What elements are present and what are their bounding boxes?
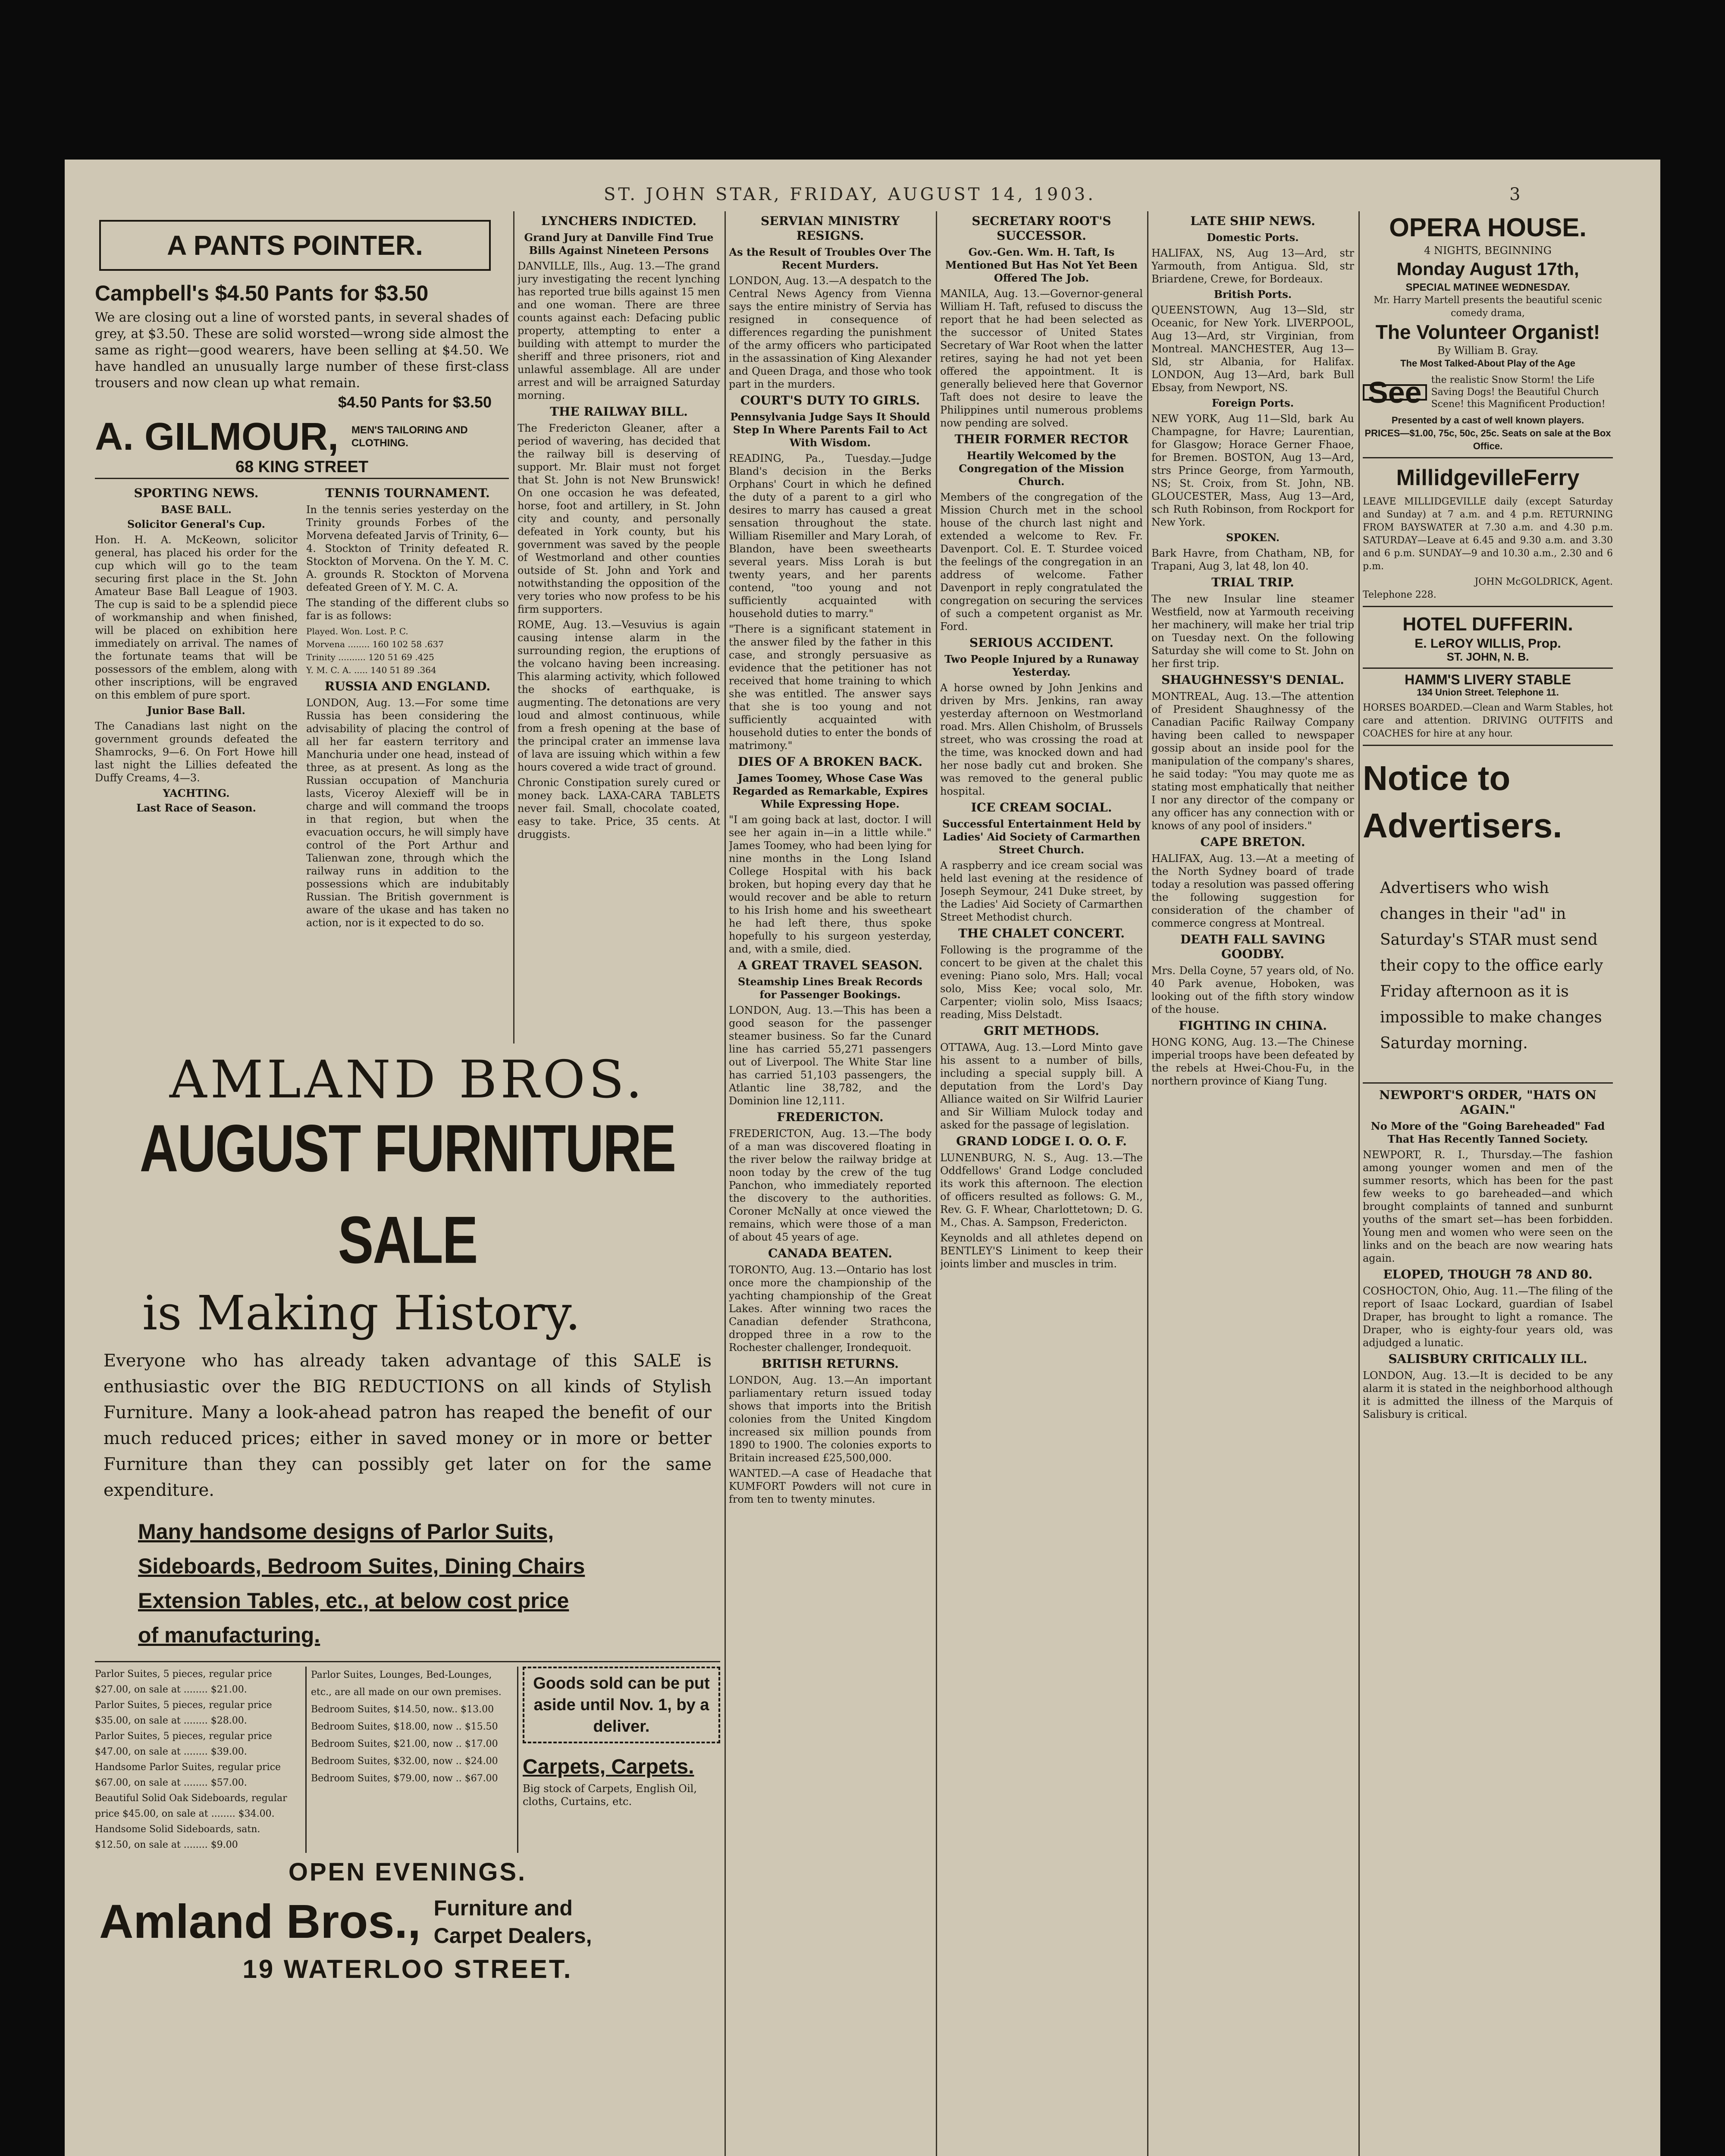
lodge-body: LUNENBURG, N. S., Aug. 13.—The Oddfellows' Grand Lodge concluded its work this afternoon. The election of officers resulted as follows: G. M., Rev. G. F. Whear, Charlottetown; D. G. M., Chas. A. Sampson, Fredericton.	[940, 1152, 1143, 1228]
sporting-base-ball: BASE BALL.	[161, 503, 232, 516]
court-sub: Pennsylvania Judge Says It Should Step In Where Parents Fail to Act With Wisdom.	[730, 411, 930, 449]
british-body: LONDON, Aug. 13.—An important parliamentary return issued today shows that imports into the British colonies from the United Kingdom increased six million pounds from 1890 to 1900. The colonies exports to Britain increased £25,500,000.	[729, 1374, 932, 1464]
servian-title: SERVIAN MINISTRY RESIGNS.	[761, 214, 900, 243]
dies-sub: James Toomey, Whose Case Was Regarded as Remarkable, Expires While Expressing Hope.	[732, 772, 928, 810]
price-item: Bedroom Suites, $21.00, now .. $17.00	[310, 1739, 498, 1749]
ferry-title: MillidgevilleFerry	[1396, 465, 1580, 490]
shaughnessy-body: MONTREAL, Aug. 13.—The attention of President Shaughnessy of the Canadian Pacific Railway Company having been called to newspaper gossip about an inside pool for the manipulation of the company's shares, he said today: "You may quote me as stating most emphatically that neither I nor any director of the company or any officer has any connection with or knows of any pool of insiders."	[1151, 690, 1354, 832]
sporting-race: Last Race of Season.	[136, 802, 256, 814]
russia-body: LONDON, Aug. 13.—For some time Russia has been considering the advisability of placing the control of all her far eastern territory and Manchuria under one head, instead of three, as at present. As long as the Russian occupation of Manchuria lasts, Viceroy Alexieff will be in charge and will command the troops in that region, but when the evacuation occurs, he will simply have control of the Port Arthur and Talienwan zone, through which the railway runs in addition to the possessions which are indubitably Russian. The British government is aware of the ukase and has taken no action, nor is it expected to do so.	[306, 697, 509, 929]
travel-title: A GREAT TRAVEL SEASON.	[737, 958, 923, 972]
notice-body: Advertisers who wish changes in their "ad" in Saturday's STAR must send their copy to the office early Friday afternoon as it is impossible to make changes Saturday morning.	[1380, 879, 1603, 1052]
opera-title: OPERA HOUSE.	[1389, 213, 1587, 242]
amland-name: AMLAND BROS.	[169, 1050, 646, 1110]
pants-ad-brand-sub: MEN'S TAILORING AND CLOTHING.	[351, 424, 468, 449]
salisbury-body: LONDON, Aug. 13.—It is decided to be any alarm it is stated in the neighborhood although it is admitted the illness of the Marquis of Salisbury is critical.	[1363, 1369, 1613, 1420]
newport-body: NEWPORT, R. I., Thursday.—The fashion among younger women and men of the summer resorts, which has been for the past few weeks to go bareheaded—and which brought complaints of tanned and sunburnt youths of the smart set—has been forbidden. Young men and women who were seen on the links and on the beach are now wearing hats again.	[1363, 1149, 1613, 1264]
amland-open-evenings: OPEN EVENINGS.	[288, 1858, 527, 1886]
chronic-ad: Chronic Constipation surely cured or money back. LAXA-CARA TABLETS never fail. Small, chocolate coated, easy to take. Price, 35 cents. At druggists.	[518, 777, 720, 840]
sporting-cup: Solicitor General's Cup.	[127, 518, 266, 530]
divider	[1363, 1082, 1613, 1084]
column-rule	[1147, 211, 1148, 2156]
hamm-body: HORSES BOARDED.—Clean and Warm Stables, hot care and attention. DRIVING OUTFITS and COACHES for hire at any hour.	[1363, 702, 1613, 739]
hamm-address: 134 Union Street. Telephone 11.	[1417, 687, 1559, 698]
cape-breton-title: CAPE BRETON.	[1200, 835, 1305, 849]
amland-footer-address: 19 WATERLOO STREET.	[242, 1955, 573, 1984]
lynchers-body: DANVILLE, Ills., Aug. 13.—The grand jury investigating the recent lynching has reported true bills against 15 men and one woman. There are three counts against each: Defacing public property, attempting to enter a building with attempt to murder the sheriff and three prisoners, riot and unlawful assemblage. All are under arrest and will be arraigned Saturday morning.	[518, 260, 720, 401]
standing-header: Played. Won. Lost. P. C.	[306, 626, 408, 636]
amland-prices-left	[95, 1667, 297, 1853]
ice-cream-body: A raspberry and ice cream social was held last evening at the residence of Joseph Seymour, 241 Duke street, by the Ladies' Aid Society of Carmarthen Street Methodist church.	[940, 859, 1143, 923]
column-6	[1363, 211, 1613, 2156]
rector-body: Members of the congregation of the Mission Church met in the school house of the church last night and extended a welcome to Rev. Fr. Davenport. Col. E. T. Sturdee voiced the feelings of the congregation in an address of welcome. Father Davenport in reply congratulated the congregation on securing the services of such a competent organist as Mr. Ford.	[940, 491, 1143, 633]
tennis-body: In the tennis series yesterday on the Trinity grounds Forbes of the Morvena defeated Jarvis of Trinity, 6—4. Stockton of Trinity defeated R. Stockton of Morvena. On the Y. M. C. A. grounds R. Stockton of Morvena defeated Green of Y. M. C. A.	[306, 504, 509, 593]
fredericton-title: FREDERICTON.	[777, 1110, 884, 1124]
death-fall-body: Mrs. Della Coyne, 57 years old, of No. 40 Park avenue, Hoboken, was looking out of the fifth story window of the house.	[1151, 965, 1354, 1015]
chalet-title: THE CHALET CONCERT.	[958, 926, 1125, 940]
opera-play: The Volunteer Organist!	[1375, 321, 1600, 343]
lodge-title: GRAND LODGE I. O. O. F.	[956, 1134, 1127, 1148]
opera-date: Monday August 17th,	[1396, 259, 1579, 279]
price-item: Bedroom Suites, $79.00, now .. $67.00	[310, 1773, 498, 1784]
hamm-title: HAMM'S LIVERY STABLE	[1405, 672, 1571, 687]
masthead-title: ST. JOHN STAR, FRIDAY, AUGUST 14, 1903.	[604, 185, 1096, 204]
root-body: MANILA, Aug. 13.—Governor-general William H. Taft, refused to discuss the report that he had been selected as the successor of United States Secretary of War Root when the latter retires, saying he had not yet been offered the appointment. It is generally believed here that Governor Taft does not desire to leave the Philippines until numerous problems now pending are solved.	[940, 288, 1143, 429]
opera-see: See	[1363, 384, 1427, 401]
pants-ad-title: A PANTS POINTER.	[167, 230, 423, 261]
sporting-title: SPORTING NEWS.	[134, 486, 259, 500]
shipnews-spoken-body: Bark Havre, from Chatham, NB, for Trapani, Aug 3, lat 48, lon 40.	[1151, 547, 1354, 572]
shipnews-spoken: SPOKEN.	[1226, 531, 1280, 544]
servian-body: LONDON, Aug. 13.—A despatch to the Central News Agency from Vienna says the entire ministry of Servia has resigned in consequence of differences regarding the punishment of the army officers who participated in the assassination of King Alexander and Queen Draga, and those who took part in the murders.	[729, 275, 932, 390]
column-3	[729, 211, 932, 2156]
wanted-ad: WANTED.—A case of Headache that KUMFORT Powders will not cure in from ten to twenty minutes.	[729, 1467, 932, 1505]
opera-presented: Presented by a cast of well known players.	[1391, 415, 1584, 426]
shipnews-british-body: QUEENSTOWN, Aug 13—Sld, str Oceanic, for New York. LIVERPOOL, Aug 13—Ard, str Virginian, from Montreal. MANCHESTER, Aug 13—Sld, str Albania, for Halifax. LONDON, Aug 13—Ard, bark Bull Ebsay, from Newport, NS.	[1151, 304, 1354, 394]
opera-tagline: The Most Talked-About Play of the Age	[1400, 358, 1575, 369]
column-4	[940, 211, 1143, 2156]
amland-history: is Making History.	[142, 1285, 580, 1341]
notice-line-1: Notice to	[1363, 759, 1511, 797]
fredericton-body: FREDERICTON, Aug. 13.—The body of a man was discovered floating in the river below the railway bridge at noon today by the crew of the tug Panchon, who immediately reported the discovery to the authorities. Coroner McNally at once viewed the remains, which were those of a man of about 45 years of age.	[729, 1128, 932, 1243]
tennis-title: TENNIS TOURNAMENT.	[325, 486, 490, 500]
opera-presents: Mr. Harry Martell presents the beautiful scenic comedy drama,	[1374, 295, 1602, 319]
sporting-junior: Junior Base Ball.	[147, 704, 245, 717]
amland-body: Everyone who has already taken advantage of this SALE is enthusiastic over the BIG REDUCTIONS on all kinds of Stylish Furniture. Many a look-ahead patron has reaped the benefit of our much reduced prices; either in saved money or in more or better Furniture than they can possibly get later on for the same expenditure.	[104, 1351, 712, 1500]
tennis-and-russia	[306, 483, 509, 932]
newport-sub: No More of the "Going Bareheaded" Fad That Has Recently Tanned Society.	[1371, 1120, 1605, 1145]
opera-ad	[1363, 211, 1613, 453]
amland-designs-3: Extension Tables, etc., at below cost price	[138, 1589, 569, 1613]
rector-title: THEIR FORMER RECTOR	[954, 432, 1129, 446]
price-item: Bedroom Suites, $14.50, now.. $13.00	[310, 1704, 494, 1715]
amland-designs-2: Sideboards, Bedroom Suites, Dining Chairs	[138, 1554, 585, 1578]
opera-see-body: the realistic Snow Storm! the Life Saving Dogs! the Beautiful Church Scene! this Magnificent Production!	[1431, 375, 1606, 410]
amland-designs-1: Many handsome designs of Parlor Suits,	[138, 1520, 554, 1544]
sporting-news	[95, 483, 298, 932]
amland-goods-box: Goods sold can be put aside until Nov. 1, by a deliver.	[523, 1667, 720, 1743]
fighting-body: HONG KONG, Aug. 13.—The Chinese imperial troops have been defeated by the rebels at Hwei-Chou-Fu, in the northern province of Kiang Tung.	[1151, 1036, 1354, 1087]
trial-title: TRIAL TRIP.	[1211, 575, 1294, 589]
eloped-title: ELOPED, THOUGH 78 AND 80.	[1383, 1267, 1593, 1282]
shipnews-foreign: Foreign Ports.	[1211, 397, 1294, 409]
pants-ad-address: 68 KING STREET	[235, 458, 369, 476]
price-item: Parlor Suites, 5 pieces, regular price $35.00, on sale at ........ $28.00.	[95, 1700, 272, 1726]
notice-line-2: Advertisers.	[1363, 806, 1562, 845]
dies-body: "I am going back at last, doctor. I will see her again in—in a little while." James Toomey, who had been lying for nine months in the Long Island College Hospital with his back broken, but hoping every day that he would recover and be able to return to his Irish home and his sweetheart he had left there, thus spoke hopefully to his surgeon yesterday, and, with a smile, died.	[729, 814, 932, 955]
shipnews-foreign-body: NEW YORK, Aug 11—Sld, bark Au Champagne, for Havre; Laurentian, for Glasgow; Horace Gerner Fhaoe, for Bremen. BOSTON, Aug 13—Ard, strs Prince George, from Yarmouth, NS; St. Croix, from St. John, NB. GLOUCESTER, Mass, Aug 13—Ard, sch Ruth Robinson, from Rockport for New York.	[1151, 413, 1354, 528]
death-fall-title: DEATH FALL SAVING GOODBY.	[1180, 932, 1326, 961]
root-sub: Gov.-Gen. Wm. H. Taft, Is Mentioned But Has Not Yet Been Offered The Job.	[945, 246, 1138, 284]
amland-footer-sub: Furniture and Carpet Dealers,	[433, 1896, 592, 1948]
price-item: Handsome Solid Sideboards, satn. $12.50, on sale at ........ $9.00	[95, 1824, 260, 1850]
amland-notes	[517, 1667, 720, 1853]
hotel-prop: E. LeROY WILLIS, Prop.	[1414, 636, 1561, 651]
salisbury-title: SALISBURY CRITICALLY ILL.	[1388, 1352, 1587, 1366]
cape-breton-body: HALIFAX, Aug. 13.—At a meeting of the North Sydney board of trade today a resolution was passed offering the following suggestion for consideration of the chamber of commerce congress at Montreal.	[1151, 852, 1354, 929]
eloped-body: COSHOCTON, Ohio, Aug. 11.—The filing of the report of Isaac Lockard, guardian of Isabel Draper, has brought to light a romance. The Draper, who is eighty-four years old, was adjudged a lunatic.	[1363, 1285, 1613, 1349]
ferry-body: LEAVE MILLIDGEVILLE daily (except Saturday and Sunday) at 7 a.m. and 4 p.m. RETURNING FROM BAYSWATER at 7.30 a.m. and 4.30 p.m. SATURDAY—Leave at 6.45 and 9.30 a.m. and 3.30 and 6 p.m. SUNDAY—9 and 10.30 a.m., 2.30 and 6 p.m.	[1363, 496, 1613, 572]
divider	[1363, 667, 1613, 669]
court-body: READING, Pa., Tuesday.—Judge Bland's decision in the Berks Orphans' Court in which he defined the duty of a parent to a girl who desires to marry has caused a great sensation throughout the state. William Risemiller and Mary Lorah, of Blandon, have been sweethearts several years. Miss Lorah is but twenty years, and her parents contend, "too young and not sufficiently acquainted with household duties to marry."	[729, 452, 932, 620]
column-rule	[513, 211, 514, 1044]
travel-body: LONDON, Aug. 13.—This has been a good season for the passenger steamer business. So far the Cunard line has carried 55,271 passengers out of Liverpool. The White Star line has carried 51,103 passengers, the Atlantic line 38,782, and the Dominion line 12,111.	[729, 1004, 932, 1107]
accident-title: SERIOUS ACCIDENT.	[969, 636, 1114, 650]
opera-nights: 4 NIGHTS, BEGINNING	[1424, 244, 1552, 257]
pants-ad-body: We are closing out a line of worsted pants, in several shades of grey, at $3.50. These are solid worsted—wrong side almost the same as right—good wearers, have been selling at $4.50. We have handled an unusually large number of these first-class trousers and now clean up what remain.	[95, 310, 509, 391]
divider	[95, 478, 509, 479]
pants-ad-brand: A. GILMOUR,	[95, 415, 339, 458]
ferry-agent: JOHN McGOLDRICK, Agent.	[1474, 577, 1613, 587]
price-item: Parlor Suites, 5 pieces, regular price $27.00, on sale at ........ $21.00.	[95, 1669, 272, 1695]
grit-body: OTTAWA, Aug. 13.—Lord Minto gave his assent to a number of bills, including a special supply bill. A deputation from the Lord's Day Alliance waited on Sir Wilfrid Laurier and Sir William Mulock today and asked for the passage of legislation.	[940, 1041, 1143, 1131]
amland-carpets-body: Big stock of Carpets, English Oil, cloths, Curtains, etc.	[522, 1783, 697, 1808]
amland-prices-mid	[305, 1667, 508, 1853]
amland-designs-4: of manufacturing.	[138, 1623, 320, 1647]
lynchers-sub: Grand Jury at Danville Find True Bills Against Nineteen Persons	[524, 231, 714, 257]
tennis-standing: The standing of the different clubs so far is as follows:	[306, 597, 509, 622]
amland-carpets: Carpets, Carpets.	[522, 1755, 694, 1778]
column-2	[518, 211, 720, 1039]
hotel-title: HOTEL DUFFERIN.	[1402, 614, 1573, 635]
column-1	[95, 211, 509, 1039]
rector-sub: Heartily Welcomed by the Congregation of the Mission Church.	[959, 449, 1124, 488]
trial-body: The new Insular line steamer Westfield, now at Yarmouth receiving her machinery, will make her trial trip on Tuesday next. On the following Saturday she will come to St. John on her first trip.	[1151, 593, 1354, 670]
price-item: Parlor Suites, 5 pieces, regular price $47.00, on sale at ........ $39.00.	[95, 1731, 272, 1757]
pants-ad-price: $4.50 Pants for $3.50	[338, 393, 492, 411]
vesuvius-body: ROME, Aug. 13.—Vesuvius is again causing intense alarm in the surrounding region, the eruptions of the volcano having been increasing. This alarming activity, which followed the shocks of earthquake, is augmenting. The detonations are very loud and almost continuous, while from a fresh opening at the base of the principal crater an immense lava of lava are issuing which within a few hours covered a wide tract of ground.	[518, 619, 720, 773]
newport-title: NEWPORT'S ORDER, "HATS ON AGAIN."	[1379, 1088, 1597, 1117]
british-title: BRITISH RETURNS.	[761, 1357, 899, 1371]
divider	[1363, 457, 1613, 458]
fighting-title: FIGHTING IN CHINA.	[1179, 1018, 1327, 1033]
divider	[1363, 745, 1613, 746]
price-item: Bedroom Suites, $32.00, now .. $24.00	[310, 1756, 498, 1767]
price-item: Handsome Parlor Suites, regular price $67.00, on sale at ........ $57.00.	[95, 1762, 281, 1788]
standing-row: Trinity .......... 120 51 69 .425	[306, 652, 434, 662]
pants-ad-headline: Campbell's $4.50 Pants for $3.50	[95, 281, 429, 305]
hotel-city: ST. JOHN, N. B.	[1446, 650, 1529, 663]
sporting-body: Hon. H. A. McKeown, solicitor general, has placed his order for the cup which will go to the team securing first place in the St. John Amateur Base Ball League of 1903. The cup is said to be a splendid piece of workmanship and when finished, will be placed on exhibition here immediately on arrival. The names of the fortunate teams that will be possessors of the emblem, along with other inscriptions, will be engraved on this emblem of pure sport.	[95, 534, 298, 701]
canada-title: CANADA BEATEN.	[768, 1246, 892, 1260]
opera-author: By William B. Gray.	[1437, 345, 1539, 357]
amland-footer-name: Amland Bros.,	[99, 1895, 421, 1948]
accident-sub: Two People Injured by a Runaway Yesterday.	[944, 653, 1138, 678]
price-item: Bedroom Suites, $18.00, now .. $15.50	[310, 1721, 498, 1732]
standing-row: Morvena ........ 160 102 58 .637	[306, 639, 444, 649]
standing-row: Y. M. C. A. ..... 140 51 89 .364	[306, 665, 436, 675]
sporting-yachting: YACHTING.	[163, 787, 230, 799]
page-number: 3	[1509, 185, 1521, 204]
divider	[1363, 606, 1613, 607]
opera-matinee: SPECIAL MATINEE WEDNESDAY.	[1405, 282, 1570, 293]
travel-sub: Steamship Lines Break Records for Passenger Bookings.	[738, 975, 922, 1001]
column-5	[1151, 211, 1354, 2156]
grit-title: GRIT METHODS.	[983, 1024, 1100, 1038]
russia-title: RUSSIA AND ENGLAND.	[324, 679, 491, 693]
bentley-ad: Keynolds and all athletes depend on BENTLEY'S Liniment to keep their joints limber and muscles in trim.	[940, 1232, 1143, 1270]
sporting-junior-body: The Canadians last night on the government grounds defeated the Shamrocks, 9—6. On Fort Howe hill last night the Lillies defeated the Duffy Creams, 4—3.	[95, 720, 298, 784]
opera-prices: PRICES—$1.00, 75c, 50c, 25c. Seats on sale at the Box Office.	[1364, 428, 1611, 451]
column-rule	[936, 211, 937, 2156]
shipnews-domestic-body: HALIFAX, NS, Aug 13—Ard, str Yarmouth, from Antigua. Sld, str Briardene, Crewe, for Bordeaux.	[1151, 247, 1354, 285]
amland-price-table	[95, 1661, 720, 1853]
servian-sub: As the Result of Troubles Over The Recent Murders.	[729, 246, 932, 271]
shipnews-domestic: Domestic Ports.	[1207, 231, 1299, 244]
accident-body: A horse owned by John Jenkins and driven by Mrs. Jenkins, ran away yesterday afternoon on Westmorland road. Mrs. Allen Chisholm, of Brussels street, who was crossing the road at the time, was knocked down and had her nose badly cut and broken. She was removed to the general public hospital.	[940, 682, 1143, 797]
ferry-phone: Telephone 228.	[1363, 589, 1436, 600]
canada-body: TORONTO, Aug. 13.—Ontario has lost once more the championship of the yachting championship of the Great Lakes. After winning two races the Canadian defender Strathcona, dropped three in a row to the Rochester challenger, Irondequoit.	[729, 1264, 932, 1354]
ice-cream-sub: Successful Entertainment Held by Ladies' Aid Society of Carmarthen Street Church.	[942, 818, 1141, 856]
root-title: SECRETARY ROOT'S SUCCESSOR.	[972, 214, 1111, 243]
shaughnessy-title: SHAUGHNESSY'S DENIAL.	[1161, 673, 1344, 687]
pants-ad-box	[99, 220, 491, 271]
railway-body: The Fredericton Gleaner, after a period of wavering, has decided that the railway bill is deserving of support. Mr. Blair must not forget that St. John is not New Brunswick! On one occasion he was defeated, horse, foot and artillery, in St. John city and county, and personally defeated in York county, but his government was saved by the people of Westmorland and other counties outside of St. John and York and notwithstanding the opposition of the very tories who now profess to be his firm supporters.	[518, 422, 720, 615]
amland-designs	[95, 1506, 720, 1661]
ice-cream-title: ICE CREAM SOCIAL.	[971, 800, 1112, 815]
court-title: COURT'S DUTY TO GIRLS.	[740, 393, 920, 407]
amland-ad	[95, 1048, 720, 2156]
court-quote: "There is a significant statement in the answer filed by the father in this case, and strongly persuasive as evidence that the petitioner has not received that home training to which she was entitled. The answer says that she is too young and not sufficiently acquainted with household duties to enter the bonds of matrimony."	[729, 623, 932, 752]
railway-title: THE RAILWAY BILL.	[550, 404, 688, 419]
shipnews-title: LATE SHIP NEWS.	[1190, 214, 1315, 228]
dies-title: DIES OF A BROKEN BACK.	[737, 755, 923, 769]
shipnews-british: British Ports.	[1214, 288, 1292, 301]
price-item: Parlor Suites, Lounges, Bed-Lounges, etc., are all made on our own premises.	[310, 1670, 502, 1698]
column-rule	[724, 211, 726, 2156]
chalet-body: Following is the programme of the concert to be given at the chalet this evening: Piano solo, Mrs. Hall; vocal solo, Miss Kee; vocal solo, Mr. Carpenter; violin solo, Miss Isaacs; reading, Miss Delstadt.	[940, 944, 1143, 1021]
column-rule	[1358, 211, 1360, 2156]
lynchers-title: LYNCHERS INDICTED.	[541, 214, 697, 228]
amland-sale: AUGUST FURNITURE SALE	[139, 1111, 676, 1278]
price-item: Beautiful Solid Oak Sideboards, regular price $45.00, on sale at ........ $34.00.	[95, 1793, 287, 1819]
